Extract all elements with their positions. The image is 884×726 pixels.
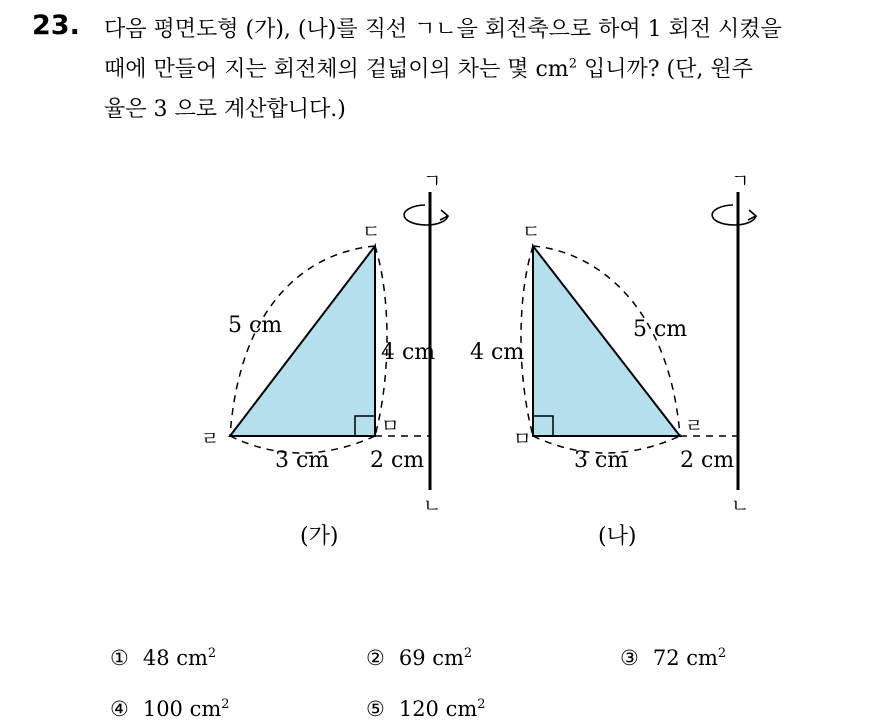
length-label: 5 cm xyxy=(228,313,283,338)
length-label: 4 cm xyxy=(470,340,525,365)
length-label: 2 cm xyxy=(680,448,735,473)
point-label: ㄴ xyxy=(423,495,442,517)
figure-caption: (나) xyxy=(598,524,637,549)
figure-na xyxy=(470,170,756,549)
figure-caption: (가) xyxy=(300,524,339,549)
point-label: ㄴ xyxy=(731,495,750,517)
point-label: ㄷ xyxy=(522,221,541,243)
figure-ga xyxy=(201,170,448,549)
question-line-2: 때에 만들어 지는 회전체의 겉넓이의 차는 몇 $cm^2$ 입니까? (단, 원주 xyxy=(104,56,753,82)
choice-1[interactable]: ① 48 $cm^2$ xyxy=(110,646,217,670)
choice-2[interactable]: ② 69 $cm^2$ xyxy=(366,646,473,670)
point-label: ㅁ xyxy=(513,428,532,450)
question-number: 23. xyxy=(32,10,80,41)
point-label: ㄹ xyxy=(201,428,220,450)
point-label: ㄷ xyxy=(362,221,381,243)
choice-5[interactable]: ⑤ 120 $cm^2$ xyxy=(366,697,486,721)
choice-4[interactable]: ④ 100 $cm^2$ xyxy=(110,697,230,721)
triangle-ga xyxy=(230,246,375,436)
point-label: ㄱ xyxy=(731,170,750,192)
choice-3[interactable]: ③ 72 $cm^2$ xyxy=(620,646,727,670)
question-line-3: 율은 3 으로 계산합니다.) xyxy=(104,97,346,122)
length-label: 2 cm xyxy=(370,448,425,473)
rotation-arrow-icon xyxy=(404,205,448,225)
question-line-1: 다음 평면도형 (가), (나)를 직선 ㄱㄴ을 회전축으로 하여 1 회전 시켰을 xyxy=(104,17,782,42)
length-label: 5 cm xyxy=(633,317,688,342)
length-label: 4 cm xyxy=(381,340,436,365)
length-label: 3 cm xyxy=(275,448,330,473)
point-label: ㄹ xyxy=(685,415,704,437)
length-label: 3 cm xyxy=(574,448,629,473)
point-label: ㄱ xyxy=(423,170,442,192)
rotation-arrow-icon xyxy=(712,205,756,225)
point-label: ㅁ xyxy=(381,415,400,437)
